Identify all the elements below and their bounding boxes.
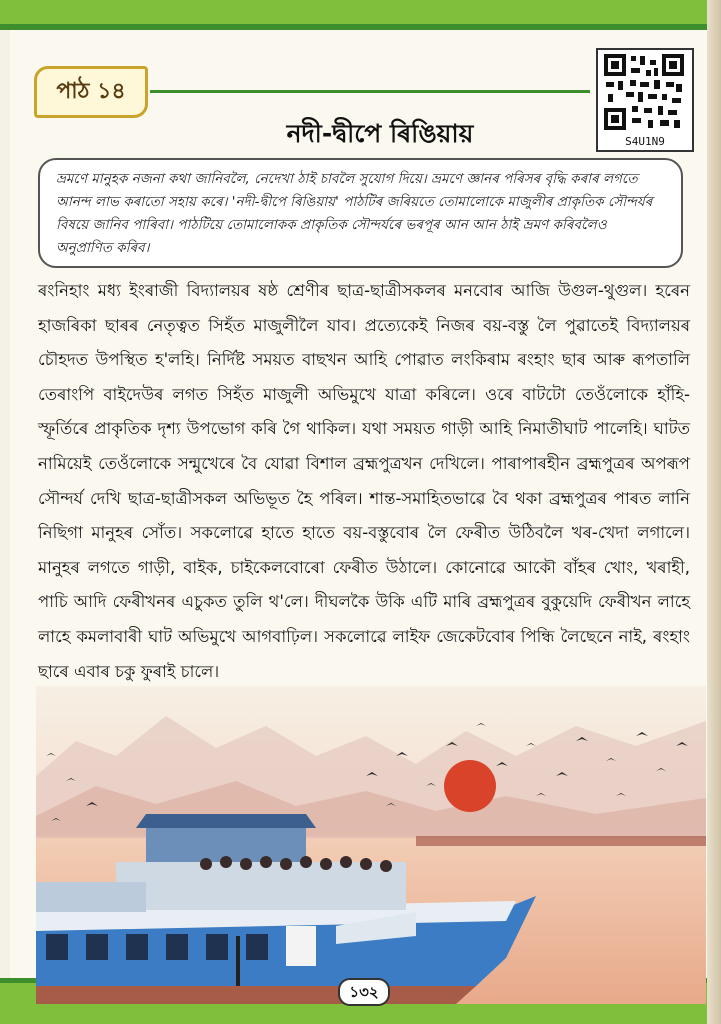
- qr-code-label: S4U1N9: [625, 135, 665, 148]
- qr-pattern-icon: [604, 54, 684, 130]
- lesson-title: নদী-দ্বীপে ৰিঙিয়ায়: [286, 119, 474, 148]
- lesson-number-tab: [34, 66, 148, 118]
- qr-code[interactable]: [596, 48, 694, 152]
- body-paragraph: ৰংনিহাং মধ্য ইংৰাজী বিদ্যালয়ৰ ষষ্ঠ শ্ৰেণীৰ ছাত্ৰ-ছাত্ৰীসকলৰ মনবোৰ আজি উগুল-থুগুল। হৰেন হাজৰিকা ছাৰৰ নেতৃত্বত সিহঁত মাজুলীলৈ যাব। প্ৰত্যেকেই নিজৰ বয়-বস্তু লৈ পুৱাতেই বিদ্যালয়ৰ চৌহদত উপস্থিত হ'লহি। নিৰ্দিষ্ট সময়ত বাছখন আহি পোৱাত লংকিৰাম ৰংহাং ছাৰ আৰু ৰূপতালি তেৰাংপি বাইদেউৰ লগত সিহঁত মাজুলী অভিমুখে যাত্ৰা কৰিলে। ওৰে বাটটো তেওঁলোকে হাঁহি-স্ফূৰ্তিৰে প্ৰাকৃতিক দৃশ্য উপভোগ কৰি গৈ থাকিল। যথা সময়ত গাড়ী আহি নিমাতীঘাট পালেহি। ঘাটত নামিয়েই তেওঁলোকে সন্মুখেৰে বৈ যোৱা বিশাল ব্ৰহ্মপুত্ৰখন দেখিলে। পাৰাপাৰহীন ব্ৰহ্মপুত্ৰৰ অপৰূপ সৌন্দৰ্য দেখি ছাত্ৰ-ছাত্ৰীসকল অভিভূত হৈ পৰিল। শান্ত-সমাহিতভাৱে বৈ থকা ব্ৰহ্মপুত্ৰৰ পাৰত লানি নিছিগা মানুহৰ সোঁত। সকলোৱে হাতে হাতে বয়-বস্তুবোৰ লৈ ফেৰীত উঠিবলৈ খৰ-খেদা লগালে। মানুহৰ লগতে গাড়ী, বাইক, চাইকেলবোৰো ফেৰীত উঠালে। কোনোৱে আকৌ বাঁহৰ খোং, খৰাহী, পাচি আদি ফেৰীখনৰ এচুকত তুলি থ'লে। দীঘলকৈ উকি এটি মাৰি ব্ৰহ্মপুত্ৰৰ বুকুয়েদি ফেৰীখন লাহে লাহে কমলাবাৰী ঘাট অভিমুখে আগবাঢ়িল। সকলোৱে লাইফ জেকেটবোৰ পিন্ধি লৈছেনে নাই, ৰংহাং ছাৰে এবাৰ চকু ফুৰাই চালে।: [38, 281, 690, 681]
- top-decorative-band: [0, 0, 721, 30]
- intro-box: ভ্ৰমণে মানুহক নজনা কথা জানিবলৈ, নেদেখা ঠাই চাবলৈ সুযোগ দিয়ে। ভ্ৰমণে জ্ঞানৰ পৰিসৰ বৃদ্ধি কৰাৰ লগতে আনন্দ লাভ কৰাতো সহায় কৰে। 'নদী-দ্বীপে ৰিঙিয়ায়' পাঠটিৰ জৰিয়তে তোমালোকে মাজুলীৰ প্ৰাকৃতিক সৌন্দৰ্যৰ বিষয়ে জানিব পাৰিবা। পাঠটিয়ে তোমালোকক প্ৰাকৃতিক সৌন্দৰ্যৰে ভৰপূৰ আন আন ঠাই ভ্ৰমণ কৰিবলৈও অনুপ্ৰাণিত কৰিব।: [38, 158, 683, 268]
- lesson-label: পাঠ ১৪: [56, 78, 126, 104]
- book-page: [10, 30, 707, 978]
- ferry-on-river-illustration: [36, 686, 706, 1004]
- page-spine-edge: [707, 0, 721, 1024]
- title-rule: [150, 90, 590, 93]
- page-number: ১৩২: [338, 978, 390, 1006]
